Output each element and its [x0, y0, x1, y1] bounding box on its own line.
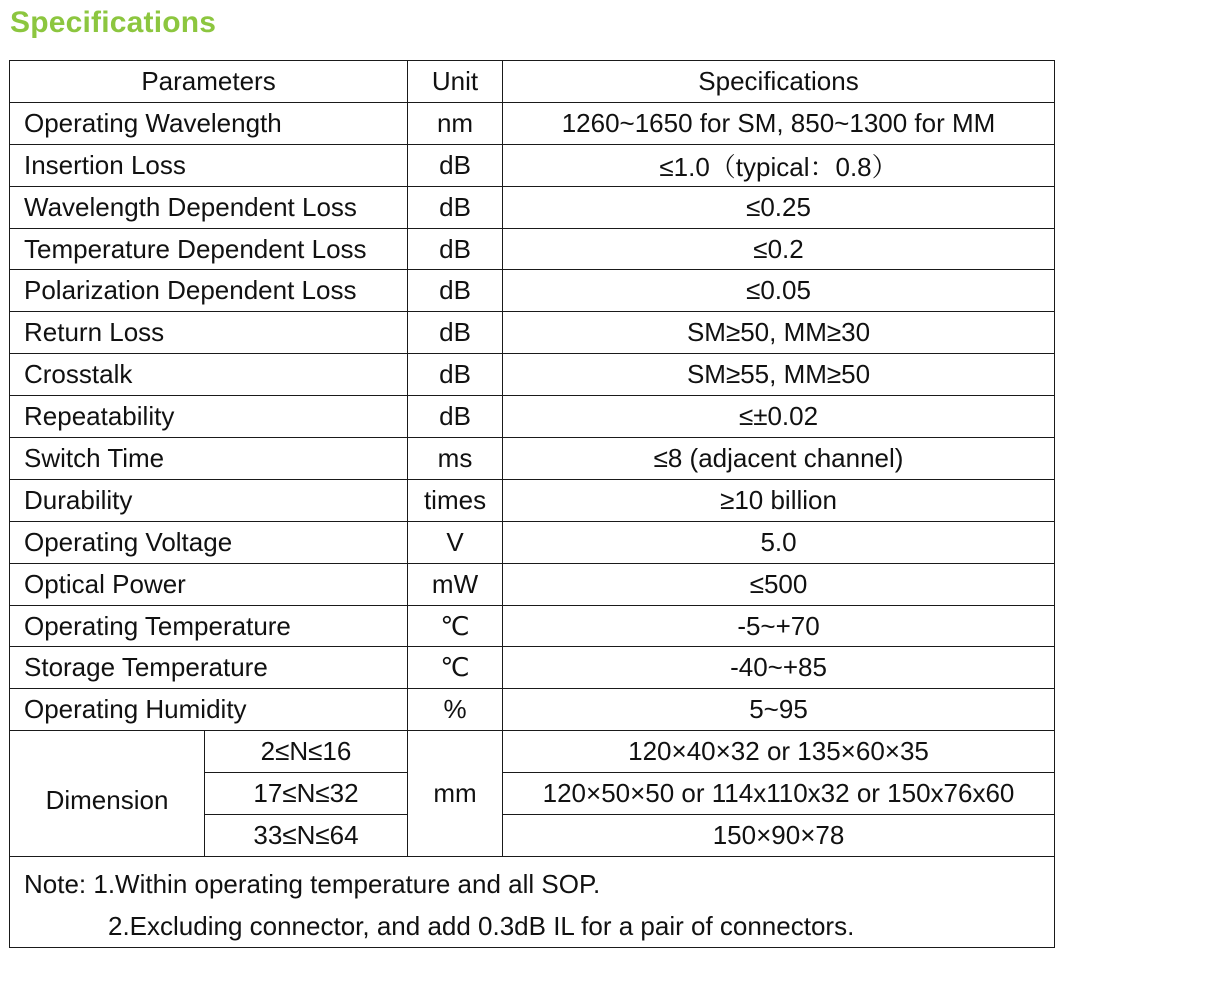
unit-cell: V: [408, 521, 503, 563]
unit-cell: dB: [408, 144, 503, 186]
spec-cell: ≤8 (adjacent channel): [503, 438, 1055, 480]
unit-cell: ℃: [408, 605, 503, 647]
table-row: [10, 144, 1055, 186]
table-row: [10, 396, 1055, 438]
table-row: [10, 186, 1055, 228]
parameter-cell: Switch Time: [10, 438, 408, 480]
spec-cell: ≥10 billion: [503, 479, 1055, 521]
spec-cell: ≤0.2: [503, 228, 1055, 270]
dimension-range: 2≤N≤16: [205, 731, 408, 773]
parameter-cell: Temperature Dependent Loss: [10, 228, 408, 270]
spec-cell: ≤±0.02: [503, 396, 1055, 438]
spec-cell: ≤500: [503, 563, 1055, 605]
dimension-unit: mm: [408, 731, 503, 857]
spec-cell: SM≥55, MM≥50: [503, 354, 1055, 396]
specifications-table: [9, 60, 1055, 948]
spec-cell: 5.0: [503, 521, 1055, 563]
dimension-range: 17≤N≤32: [205, 773, 408, 815]
unit-cell: dB: [408, 354, 503, 396]
table-row: [10, 605, 1055, 647]
parameter-cell: Optical Power: [10, 563, 408, 605]
dimension-range: 33≤N≤64: [205, 815, 408, 857]
parameter-cell: Crosstalk: [10, 354, 408, 396]
unit-cell: ms: [408, 438, 503, 480]
spec-cell: 5~95: [503, 689, 1055, 731]
dimension-spec: 120×40×32 or 135×60×35: [503, 731, 1055, 773]
header-specifications: Specifications: [503, 61, 1055, 103]
unit-cell: mW: [408, 563, 503, 605]
parameter-cell: Storage Temperature: [10, 647, 408, 689]
table-row: [10, 438, 1055, 480]
unit-cell: dB: [408, 228, 503, 270]
page-title: Specifications: [10, 6, 217, 39]
unit-cell: dB: [408, 270, 503, 312]
parameter-cell: Operating Wavelength: [10, 102, 408, 144]
table-row: [10, 479, 1055, 521]
unit-cell: nm: [408, 102, 503, 144]
unit-cell: %: [408, 689, 503, 731]
parameter-cell: Return Loss: [10, 312, 408, 354]
table-row: [10, 689, 1055, 731]
dimension-label: Dimension: [10, 731, 205, 857]
dimension-row: [10, 731, 1055, 773]
spec-cell: -5~+70: [503, 605, 1055, 647]
spec-cell: ≤0.25: [503, 186, 1055, 228]
table-row: [10, 228, 1055, 270]
note-line-1: Note: 1.Within operating temperature and all SOP.: [24, 868, 601, 899]
spec-cell: -40~+85: [503, 647, 1055, 689]
parameter-cell: Durability: [10, 479, 408, 521]
table-row: [10, 647, 1055, 689]
unit-cell: dB: [408, 186, 503, 228]
spec-cell: SM≥50, MM≥30: [503, 312, 1055, 354]
parameter-cell: Operating Temperature: [10, 605, 408, 647]
table-row: [10, 312, 1055, 354]
parameter-cell: Insertion Loss: [10, 144, 408, 186]
note-row: [10, 856, 1055, 947]
spec-cell: ≤0.05: [503, 270, 1055, 312]
parameter-cell: Operating Voltage: [10, 521, 408, 563]
unit-cell: ℃: [408, 647, 503, 689]
unit-cell: dB: [408, 312, 503, 354]
dimension-spec: 120×50×50 or 114x110x32 or 150x76x60: [503, 773, 1055, 815]
header-parameters: Parameters: [10, 61, 408, 103]
spec-cell: 1260~1650 for SM, 850~1300 for MM: [503, 102, 1055, 144]
parameter-cell: Repeatability: [10, 396, 408, 438]
header-row: [10, 61, 1055, 103]
dimension-spec: 150×90×78: [503, 815, 1055, 857]
table-row: [10, 354, 1055, 396]
table-row: [10, 521, 1055, 563]
table-row: [10, 563, 1055, 605]
unit-cell: dB: [408, 396, 503, 438]
parameter-cell: Polarization Dependent Loss: [10, 270, 408, 312]
spec-cell: ≤1.0（typical：0.8）: [503, 144, 1055, 186]
unit-cell: times: [408, 479, 503, 521]
table-row: [10, 102, 1055, 144]
note-cell: [10, 856, 1055, 947]
parameter-cell: Wavelength Dependent Loss: [10, 186, 408, 228]
header-unit: Unit: [408, 61, 503, 103]
parameter-cell: Operating Humidity: [10, 689, 408, 731]
table-row: [10, 270, 1055, 312]
note-line-2: 2.Excluding connector, and add 0.3dB IL for a pair of connectors.: [108, 910, 855, 941]
